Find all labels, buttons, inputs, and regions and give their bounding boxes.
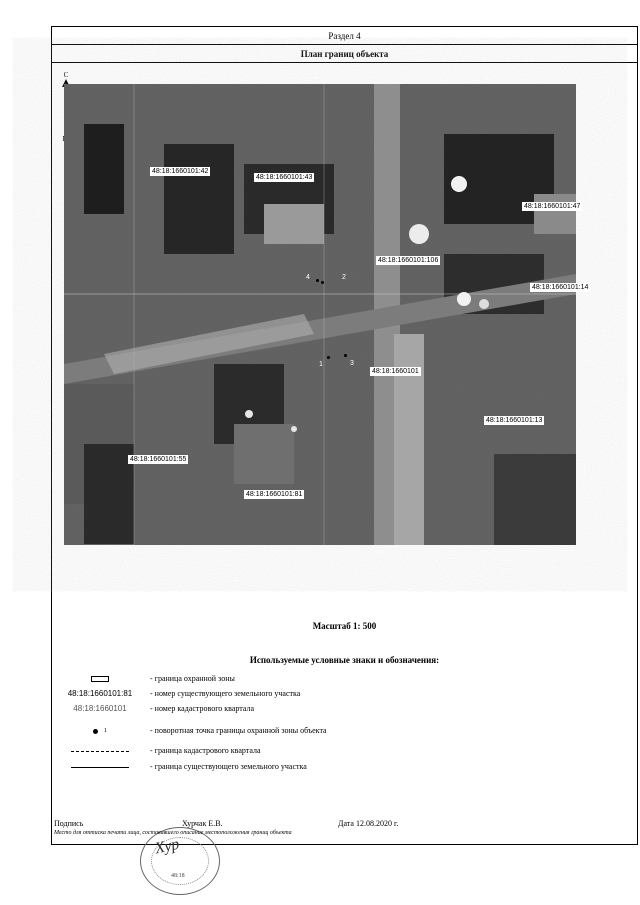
parcel-label: 48:18:1660101:81 bbox=[246, 491, 303, 498]
legend-item-quarter-boundary: - граница кадастрового квартала bbox=[52, 744, 637, 758]
parcel-label: 48:18:1660101 bbox=[372, 368, 419, 375]
dashed-line-icon bbox=[71, 751, 129, 752]
turning-point-label: 1 bbox=[319, 361, 323, 368]
solid-line-icon bbox=[71, 767, 129, 768]
seal-stamp: Хур 48:18 bbox=[140, 827, 220, 895]
signature-label: Подпись bbox=[54, 819, 84, 828]
parcel-label: 48:18:1660101:106 bbox=[378, 257, 439, 264]
turning-point-dot bbox=[344, 354, 347, 357]
handwritten-signature: Хур bbox=[153, 835, 181, 858]
north-label: С bbox=[63, 71, 69, 79]
signatory-name: Хурчак Е.В. bbox=[182, 819, 223, 828]
section-heading: Раздел 4 bbox=[52, 27, 637, 45]
parcel-label: 48:18:1660101:47 bbox=[524, 203, 581, 210]
aerial-photo-image bbox=[64, 84, 576, 545]
turning-point-dot bbox=[321, 281, 324, 284]
legend-title: Используемые условные знаки и обозначения: bbox=[249, 655, 440, 665]
seal-note: Место для оттиска печати лица, составившего описание местоположения границ объекта bbox=[54, 830, 292, 836]
turning-point-dot bbox=[316, 279, 319, 282]
parcel-label: 48:18:1660101:14 bbox=[532, 284, 589, 291]
map-scale: Масштаб 1: 500 bbox=[312, 621, 377, 631]
turning-point-label: 3 bbox=[350, 360, 354, 367]
parcel-label: 48:18:1660101:42 bbox=[152, 168, 209, 175]
turning-point-icon bbox=[93, 729, 98, 734]
legend-item-zone-boundary: - граница охранной зоны bbox=[52, 672, 637, 686]
legend-item-quarter-number: 48:18:1660101 - номер кадастрового квартала bbox=[73, 704, 255, 713]
parcel-label: 48:18:1660101:55 bbox=[130, 456, 187, 463]
parcel-label: 48:18:1660101:43 bbox=[256, 174, 313, 181]
parcel-label: 48:18:1660101:13 bbox=[486, 417, 543, 424]
legend-item-turning-point: 1 - поворотная точка границы охранной зоны объекта bbox=[52, 724, 637, 738]
aerial-map bbox=[64, 84, 589, 545]
turning-point-dot bbox=[327, 356, 330, 359]
turning-point-label: 2 bbox=[342, 274, 346, 281]
page-title: План границ объекта bbox=[52, 45, 637, 63]
legend-item-parcel-number: 48:18:1660101:81 - номер существующего земельного участка bbox=[67, 689, 301, 698]
legend-item-parcel-boundary: - граница существующего земельного участка bbox=[52, 760, 637, 774]
document-frame bbox=[51, 26, 638, 879]
signature-date: Дата 12.08.2020 г. bbox=[338, 819, 399, 828]
turning-point-label: 4 bbox=[306, 274, 310, 281]
zone-boundary-icon bbox=[91, 676, 109, 682]
